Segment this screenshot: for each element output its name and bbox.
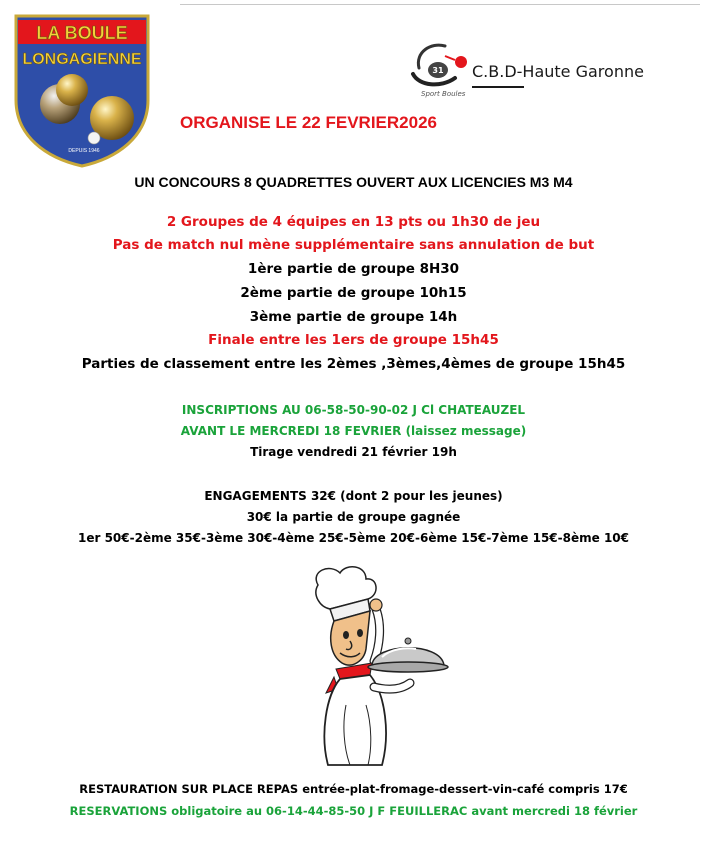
top-rule (180, 4, 700, 5)
red-ball-icon (455, 56, 467, 68)
finale-line: Finale entre les 1ers de groupe 15h45 (208, 332, 499, 348)
partie3-line: 3ème partie de groupe 14h (249, 309, 458, 325)
tirage-line: Tirage vendredi 21 février 19h (250, 445, 457, 459)
cbd-underline (472, 86, 524, 88)
cbd-name: C.B.D-Haute Garonne (472, 62, 644, 81)
organise-date: ORGANISE LE 22 FEVRIER2026 (180, 113, 437, 132)
club-logo-since: DEPUIS 1946 (68, 148, 100, 154)
club-logo (12, 12, 152, 168)
partie2-line: 2ème partie de groupe 10h15 (240, 285, 467, 301)
chef-illustration (290, 565, 450, 770)
boule-icon (56, 74, 88, 106)
club-logo-line1: LA BOULE (36, 23, 128, 43)
partie1-line: 1ère partie de groupe 8H30 (247, 261, 460, 277)
cbd-logo (405, 38, 475, 96)
engagements-line: ENGAGEMENTS 32€ (dont 2 pour les jeunes) (204, 489, 503, 503)
cbd-badge: 31 (432, 66, 444, 75)
classement-line: Parties de classement entre les 2èmes ,3èmes,4èmes de groupe 15h45 (81, 356, 626, 372)
restauration-line: RESTAURATION SUR PLACE REPAS entrée-plat-fromage-dessert-vin-café compris 17€ (79, 782, 628, 796)
prizes-line: 1er 50€-2ème 35€-3ème 30€-4ème 25€-5ème 20€-6ème 15€-7ème 15€-8ème 10€ (78, 531, 629, 545)
reservations-line: RESERVATIONS obligatoire au 06-14-44-85-50 J F FEUILLERAC avant mercredi 18 février (69, 804, 638, 818)
partie-gagnee-line: 30€ la partie de groupe gagnée (246, 510, 461, 524)
match-nul-line: Pas de match nul mène supplémentaire sans annulation de but (112, 237, 595, 253)
concours-title: UN CONCOURS 8 QUADRETTES OUVERT AUX LICENCIES M3 M4 (134, 174, 573, 190)
cbd-tagline: Sport Boules (421, 90, 466, 98)
club-logo-line2: LONGAGIENNE (22, 51, 142, 68)
inscriptions-line: INSCRIPTIONS AU 06-58-50-90-02 J Cl CHATEAUZEL (181, 403, 526, 417)
cochonnet-icon (88, 132, 100, 144)
inscriptions-deadline: AVANT LE MERCREDI 18 FEVRIER (laissez message) (180, 424, 527, 438)
groupes-line: 2 Groupes de 4 équipes en 13 pts ou 1h30 de jeu (166, 214, 541, 230)
